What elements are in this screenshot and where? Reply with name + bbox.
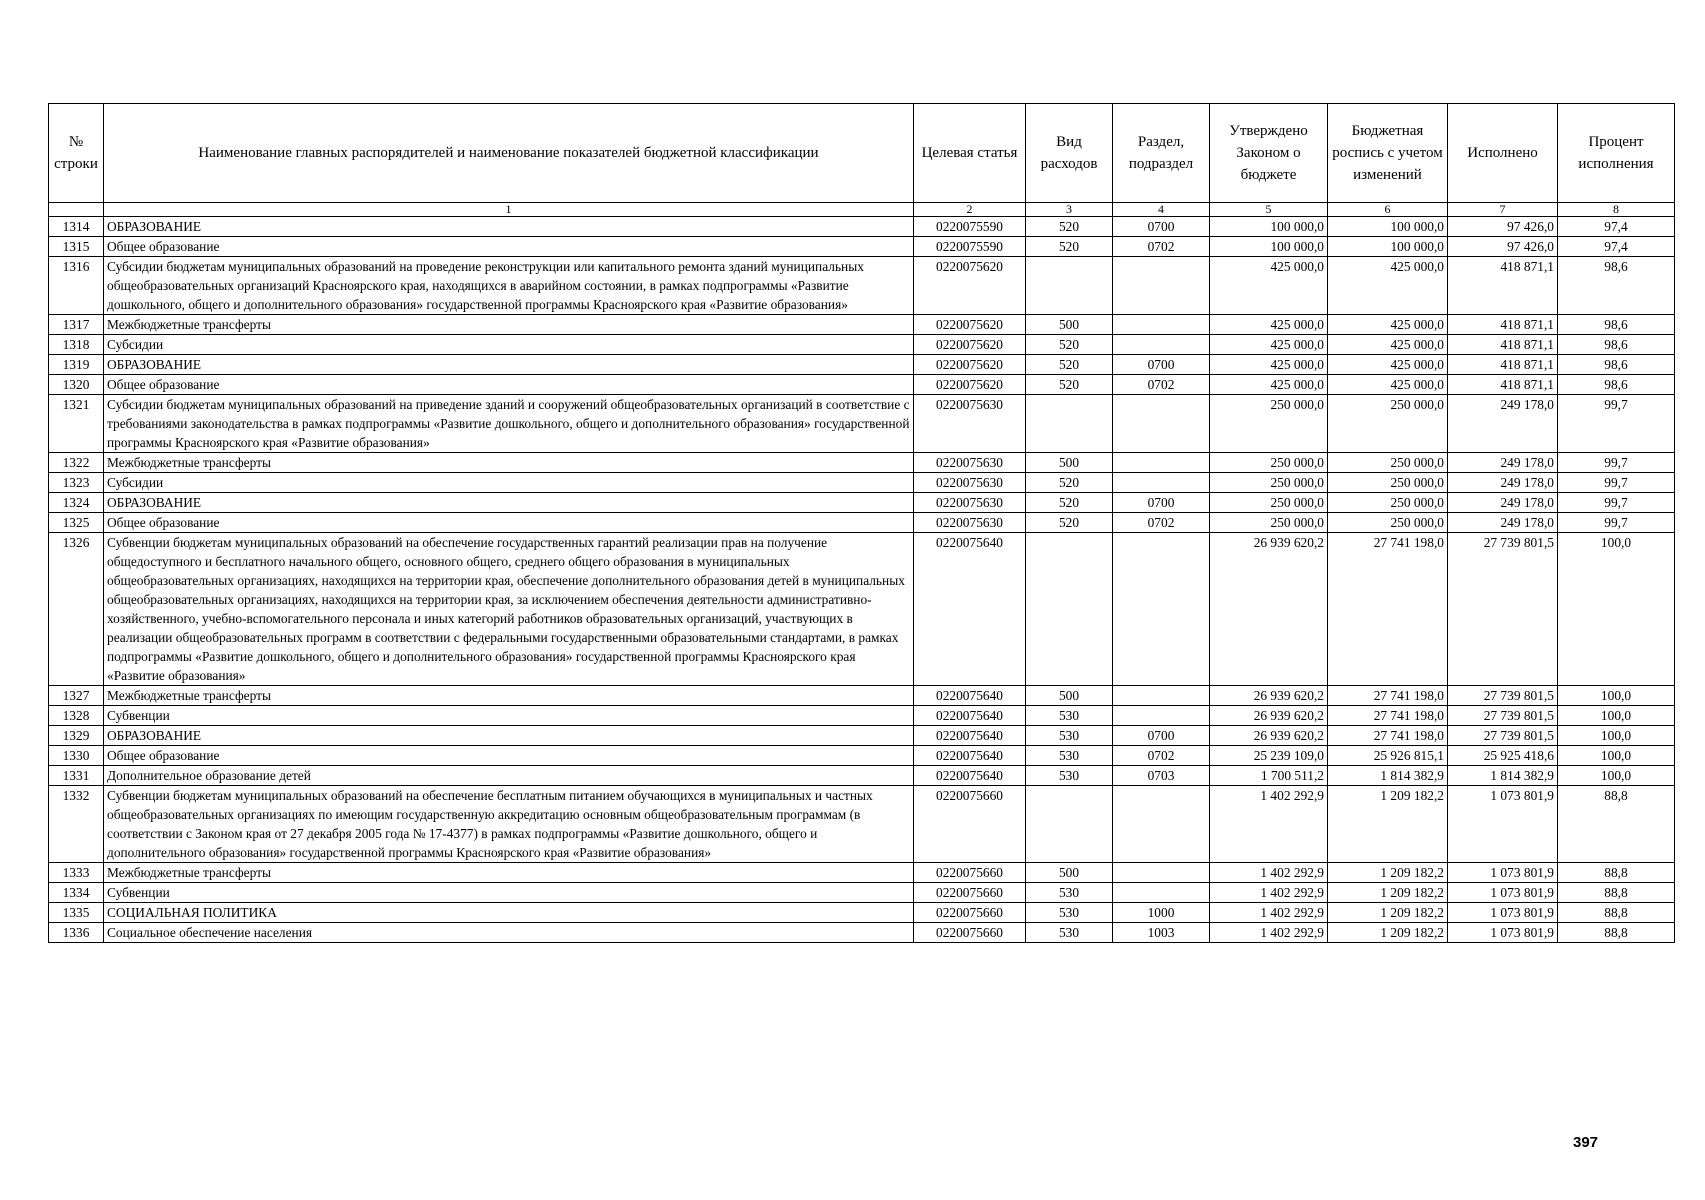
row-name-cell: Межбюджетные трансферты [104, 863, 914, 883]
column-number: 3 [1026, 203, 1113, 217]
section-cell: 0700 [1113, 355, 1210, 375]
row-name-cell: Субвенции бюджетам муниципальных образований на обеспечение бесплатным питанием обучающихся в муниципальных и частных общеобразовательных организациях по имеющим государственную аккредитацию основным общеобразовательным программам (в соответствии с Законом края от 27 декабря 2005 года № 17-4377) в рамках подпрограммы «Развитие дошкольного, общего и дополнительного образования» государственной программы Красноярского края «Развитие образования» [104, 786, 914, 863]
table-row [49, 375, 1675, 395]
expense-type-cell: 530 [1026, 903, 1113, 923]
executed-amount-cell: 418 871,1 [1448, 375, 1558, 395]
execution-percent-cell: 88,8 [1558, 863, 1675, 883]
approved-amount-cell: 1 700 511,2 [1210, 766, 1328, 786]
schedule-amount-cell: 425 000,0 [1328, 335, 1448, 355]
column-number: 6 [1328, 203, 1448, 217]
row-number-cell: 1325 [49, 513, 104, 533]
expense-type-cell [1026, 533, 1113, 686]
row-name-cell: ОБРАЗОВАНИЕ [104, 726, 914, 746]
row-number-cell: 1317 [49, 315, 104, 335]
table-row [49, 706, 1675, 726]
approved-amount-cell: 250 000,0 [1210, 473, 1328, 493]
column-number: 7 [1448, 203, 1558, 217]
expense-type-cell: 530 [1026, 883, 1113, 903]
approved-amount-cell: 26 939 620,2 [1210, 686, 1328, 706]
execution-percent-cell: 99,7 [1558, 493, 1675, 513]
schedule-amount-cell: 1 209 182,2 [1328, 903, 1448, 923]
target-article-cell: 0220075630 [914, 395, 1026, 453]
execution-percent-cell: 98,6 [1558, 355, 1675, 375]
section-cell [1113, 315, 1210, 335]
section-cell [1113, 453, 1210, 473]
schedule-amount-cell: 250 000,0 [1328, 453, 1448, 473]
row-name-cell: Субсидии бюджетам муниципальных образований на проведение реконструкции или капитального ремонта зданий муниципальных общеобразовательных организаций Красноярского края, находящихся в аварийном состоянии, в рамках подпрограммы «Развитие дошкольного, общего и дополнительного образования» государственной программы Красноярского края «Развитие образования» [104, 257, 914, 315]
table-row [49, 315, 1675, 335]
row-name-cell: ОБРАЗОВАНИЕ [104, 217, 914, 237]
row-name-cell: Субсидии [104, 335, 914, 355]
approved-amount-cell: 26 939 620,2 [1210, 533, 1328, 686]
row-name-cell: Общее образование [104, 513, 914, 533]
row-name-cell: Общее образование [104, 375, 914, 395]
execution-percent-cell: 97,4 [1558, 217, 1675, 237]
target-article-cell: 0220075620 [914, 355, 1026, 375]
section-cell [1113, 257, 1210, 315]
table-row [49, 395, 1675, 453]
row-name-cell: Межбюджетные трансферты [104, 686, 914, 706]
target-article-cell: 0220075660 [914, 903, 1026, 923]
row-name-cell: ОБРАЗОВАНИЕ [104, 355, 914, 375]
table-row [49, 257, 1675, 315]
header-approved: Утверждено Законом о бюджете [1210, 104, 1328, 203]
row-number-cell: 1322 [49, 453, 104, 473]
expense-type-cell: 520 [1026, 473, 1113, 493]
approved-amount-cell: 425 000,0 [1210, 315, 1328, 335]
approved-amount-cell: 1 402 292,9 [1210, 903, 1328, 923]
schedule-amount-cell: 27 741 198,0 [1328, 686, 1448, 706]
target-article-cell: 0220075640 [914, 726, 1026, 746]
approved-amount-cell: 250 000,0 [1210, 493, 1328, 513]
table-row [49, 786, 1675, 863]
page-number: 397 [1573, 1134, 1599, 1151]
section-cell [1113, 883, 1210, 903]
column-number: 2 [914, 203, 1026, 217]
row-name-cell: Межбюджетные трансферты [104, 453, 914, 473]
table-row [49, 473, 1675, 493]
row-number-cell: 1323 [49, 473, 104, 493]
executed-amount-cell: 418 871,1 [1448, 335, 1558, 355]
header-percent: Процент исполнения [1558, 104, 1675, 203]
executed-amount-cell: 249 178,0 [1448, 395, 1558, 453]
schedule-amount-cell: 425 000,0 [1328, 355, 1448, 375]
header-target: Целевая статья [914, 104, 1026, 203]
approved-amount-cell: 1 402 292,9 [1210, 863, 1328, 883]
schedule-amount-cell: 250 000,0 [1328, 513, 1448, 533]
table-body [49, 203, 1675, 943]
executed-amount-cell: 27 739 801,5 [1448, 533, 1558, 686]
execution-percent-cell: 99,7 [1558, 453, 1675, 473]
column-number-blank [49, 203, 104, 217]
approved-amount-cell: 26 939 620,2 [1210, 726, 1328, 746]
row-number-cell: 1318 [49, 335, 104, 355]
schedule-amount-cell: 250 000,0 [1328, 473, 1448, 493]
target-article-cell: 0220075620 [914, 335, 1026, 355]
approved-amount-cell: 25 239 109,0 [1210, 746, 1328, 766]
section-cell [1113, 706, 1210, 726]
executed-amount-cell: 1 073 801,9 [1448, 923, 1558, 943]
expense-type-cell: 520 [1026, 375, 1113, 395]
section-cell [1113, 863, 1210, 883]
execution-percent-cell: 99,7 [1558, 513, 1675, 533]
expense-type-cell: 520 [1026, 217, 1113, 237]
execution-percent-cell: 100,0 [1558, 533, 1675, 686]
approved-amount-cell: 100 000,0 [1210, 217, 1328, 237]
row-number-cell: 1324 [49, 493, 104, 513]
schedule-amount-cell: 425 000,0 [1328, 315, 1448, 335]
executed-amount-cell: 418 871,1 [1448, 257, 1558, 315]
schedule-amount-cell: 1 209 182,2 [1328, 863, 1448, 883]
schedule-amount-cell: 25 926 815,1 [1328, 746, 1448, 766]
row-name-cell: Межбюджетные трансферты [104, 315, 914, 335]
expense-type-cell: 500 [1026, 315, 1113, 335]
execution-percent-cell: 100,0 [1558, 766, 1675, 786]
target-article-cell: 0220075630 [914, 473, 1026, 493]
executed-amount-cell: 1 814 382,9 [1448, 766, 1558, 786]
section-cell: 0700 [1113, 493, 1210, 513]
row-name-cell: Субвенции [104, 706, 914, 726]
table-row [49, 726, 1675, 746]
row-number-cell: 1314 [49, 217, 104, 237]
execution-percent-cell: 88,8 [1558, 903, 1675, 923]
row-number-cell: 1319 [49, 355, 104, 375]
expense-type-cell [1026, 786, 1113, 863]
section-cell: 0702 [1113, 513, 1210, 533]
approved-amount-cell: 250 000,0 [1210, 453, 1328, 473]
header-row-no: № строки [49, 104, 104, 203]
expense-type-cell: 520 [1026, 237, 1113, 257]
section-cell: 0703 [1113, 766, 1210, 786]
executed-amount-cell: 27 739 801,5 [1448, 706, 1558, 726]
column-number: 1 [104, 203, 914, 217]
expense-type-cell [1026, 395, 1113, 453]
expense-type-cell: 530 [1026, 923, 1113, 943]
header-row [49, 104, 1675, 203]
expense-type-cell [1026, 257, 1113, 315]
row-name-cell: Субвенции бюджетам муниципальных образований на обеспечение государственных гарантий реализации прав на получение общедоступного и бесплатного начального общего, основного общего, среднего общего образования в муниципальных общеобразовательных организациях, находящихся на территории края, обеспечение дополнительного образования детей в муниципальных общеобразовательных организациях, находящихся на территории края, за исключением обеспечения деятельности административно-хозяйственного, учебно-вспомогательного персонала и иных категорий работников образовательных организаций, участвующих в реализации общеобразовательных программ в соответствии с федеральными государственными образовательными стандартами, в рамках подпрограммы «Развитие дошкольного, общего и дополнительного образования» государственной программы Красноярского края «Развитие образования» [104, 533, 914, 686]
section-cell: 1003 [1113, 923, 1210, 943]
row-number-cell: 1336 [49, 923, 104, 943]
row-name-cell: ОБРАЗОВАНИЕ [104, 493, 914, 513]
executed-amount-cell: 249 178,0 [1448, 493, 1558, 513]
schedule-amount-cell: 27 741 198,0 [1328, 726, 1448, 746]
row-number-cell: 1321 [49, 395, 104, 453]
executed-amount-cell: 25 925 418,6 [1448, 746, 1558, 766]
executed-amount-cell: 418 871,1 [1448, 355, 1558, 375]
target-article-cell: 0220075660 [914, 883, 1026, 903]
row-name-cell: Общее образование [104, 746, 914, 766]
approved-amount-cell: 250 000,0 [1210, 395, 1328, 453]
execution-percent-cell: 100,0 [1558, 686, 1675, 706]
row-name-cell: СОЦИАЛЬНАЯ ПОЛИТИКА [104, 903, 914, 923]
table-row [49, 533, 1675, 686]
expense-type-cell: 520 [1026, 335, 1113, 355]
schedule-amount-cell: 1 209 182,2 [1328, 923, 1448, 943]
executed-amount-cell: 1 073 801,9 [1448, 786, 1558, 863]
table-row [49, 217, 1675, 237]
table-row [49, 903, 1675, 923]
table-row [49, 746, 1675, 766]
row-number-cell: 1334 [49, 883, 104, 903]
execution-percent-cell: 97,4 [1558, 237, 1675, 257]
execution-percent-cell: 100,0 [1558, 746, 1675, 766]
expense-type-cell: 530 [1026, 706, 1113, 726]
table-row [49, 863, 1675, 883]
target-article-cell: 0220075620 [914, 375, 1026, 395]
target-article-cell: 0220075640 [914, 533, 1026, 686]
section-cell: 1000 [1113, 903, 1210, 923]
approved-amount-cell: 1 402 292,9 [1210, 786, 1328, 863]
expense-type-cell: 530 [1026, 766, 1113, 786]
section-cell: 0702 [1113, 375, 1210, 395]
execution-percent-cell: 98,6 [1558, 375, 1675, 395]
header-name: Наименование главных распорядителей и наименование показателей бюджетной классификации [104, 104, 914, 203]
expense-type-cell: 520 [1026, 493, 1113, 513]
table-row [49, 686, 1675, 706]
header-schedule: Бюджетная роспись с учетом изменений [1328, 104, 1448, 203]
row-name-cell: Социальное обеспечение населения [104, 923, 914, 943]
schedule-amount-cell: 1 209 182,2 [1328, 883, 1448, 903]
execution-percent-cell: 88,8 [1558, 883, 1675, 903]
row-number-cell: 1316 [49, 257, 104, 315]
expense-type-cell: 500 [1026, 863, 1113, 883]
executed-amount-cell: 249 178,0 [1448, 453, 1558, 473]
schedule-amount-cell: 1 209 182,2 [1328, 786, 1448, 863]
target-article-cell: 0220075660 [914, 863, 1026, 883]
section-cell: 0700 [1113, 217, 1210, 237]
section-cell [1113, 686, 1210, 706]
section-cell [1113, 533, 1210, 686]
executed-amount-cell: 97 426,0 [1448, 237, 1558, 257]
expense-type-cell: 530 [1026, 746, 1113, 766]
execution-percent-cell: 88,8 [1558, 786, 1675, 863]
table-row [49, 766, 1675, 786]
table-row [49, 355, 1675, 375]
expense-type-cell: 500 [1026, 686, 1113, 706]
budget-sheet [48, 103, 1675, 943]
executed-amount-cell: 418 871,1 [1448, 315, 1558, 335]
budget-table [48, 103, 1675, 943]
execution-percent-cell: 100,0 [1558, 726, 1675, 746]
header-section: Раздел, подраздел [1113, 104, 1210, 203]
expense-type-cell: 520 [1026, 355, 1113, 375]
approved-amount-cell: 1 402 292,9 [1210, 923, 1328, 943]
target-article-cell: 0220075630 [914, 493, 1026, 513]
column-number: 4 [1113, 203, 1210, 217]
row-number-cell: 1330 [49, 746, 104, 766]
header-executed: Исполнено [1448, 104, 1558, 203]
table-row [49, 513, 1675, 533]
schedule-amount-cell: 250 000,0 [1328, 493, 1448, 513]
row-name-cell: Субсидии [104, 473, 914, 493]
target-article-cell: 0220075660 [914, 923, 1026, 943]
target-article-cell: 0220075640 [914, 746, 1026, 766]
approved-amount-cell: 425 000,0 [1210, 375, 1328, 395]
target-article-cell: 0220075630 [914, 453, 1026, 473]
row-number-cell: 1329 [49, 726, 104, 746]
approved-amount-cell: 425 000,0 [1210, 257, 1328, 315]
row-name-cell: Субвенции [104, 883, 914, 903]
expense-type-cell: 520 [1026, 513, 1113, 533]
schedule-amount-cell: 27 741 198,0 [1328, 533, 1448, 686]
execution-percent-cell: 98,6 [1558, 315, 1675, 335]
schedule-amount-cell: 27 741 198,0 [1328, 706, 1448, 726]
executed-amount-cell: 27 739 801,5 [1448, 726, 1558, 746]
section-cell [1113, 473, 1210, 493]
column-number-row [49, 203, 1675, 217]
section-cell [1113, 335, 1210, 355]
target-article-cell: 0220075660 [914, 786, 1026, 863]
target-article-cell: 0220075640 [914, 686, 1026, 706]
executed-amount-cell: 1 073 801,9 [1448, 883, 1558, 903]
target-article-cell: 0220075640 [914, 766, 1026, 786]
schedule-amount-cell: 1 814 382,9 [1328, 766, 1448, 786]
target-article-cell: 0220075590 [914, 237, 1026, 257]
executed-amount-cell: 1 073 801,9 [1448, 863, 1558, 883]
executed-amount-cell: 27 739 801,5 [1448, 686, 1558, 706]
schedule-amount-cell: 100 000,0 [1328, 217, 1448, 237]
table-row [49, 883, 1675, 903]
section-cell [1113, 395, 1210, 453]
header-expense-type: Вид расходов [1026, 104, 1113, 203]
row-number-cell: 1328 [49, 706, 104, 726]
execution-percent-cell: 99,7 [1558, 473, 1675, 493]
target-article-cell: 0220075620 [914, 315, 1026, 335]
row-name-cell: Общее образование [104, 237, 914, 257]
schedule-amount-cell: 425 000,0 [1328, 375, 1448, 395]
executed-amount-cell: 249 178,0 [1448, 513, 1558, 533]
section-cell: 0702 [1113, 237, 1210, 257]
execution-percent-cell: 98,6 [1558, 335, 1675, 355]
table-row [49, 453, 1675, 473]
expense-type-cell: 500 [1026, 453, 1113, 473]
table-row [49, 237, 1675, 257]
row-number-cell: 1335 [49, 903, 104, 923]
approved-amount-cell: 250 000,0 [1210, 513, 1328, 533]
row-name-cell: Дополнительное образование детей [104, 766, 914, 786]
row-number-cell: 1331 [49, 766, 104, 786]
target-article-cell: 0220075630 [914, 513, 1026, 533]
row-number-cell: 1327 [49, 686, 104, 706]
table-row [49, 493, 1675, 513]
approved-amount-cell: 26 939 620,2 [1210, 706, 1328, 726]
executed-amount-cell: 97 426,0 [1448, 217, 1558, 237]
schedule-amount-cell: 100 000,0 [1328, 237, 1448, 257]
row-name-cell: Субсидии бюджетам муниципальных образований на приведение зданий и сооружений общеобразовательных организаций в соответствие с требованиями законодательства в рамках подпрограммы «Развитие дошкольного, общего и дополнительного образования» государственной программы Красноярского края «Развитие образования» [104, 395, 914, 453]
execution-percent-cell: 98,6 [1558, 257, 1675, 315]
section-cell: 0702 [1113, 746, 1210, 766]
target-article-cell: 0220075620 [914, 257, 1026, 315]
row-number-cell: 1326 [49, 533, 104, 686]
table-row [49, 335, 1675, 355]
expense-type-cell: 530 [1026, 726, 1113, 746]
execution-percent-cell: 88,8 [1558, 923, 1675, 943]
approved-amount-cell: 425 000,0 [1210, 335, 1328, 355]
execution-percent-cell: 100,0 [1558, 706, 1675, 726]
schedule-amount-cell: 250 000,0 [1328, 395, 1448, 453]
section-cell: 0700 [1113, 726, 1210, 746]
row-number-cell: 1333 [49, 863, 104, 883]
executed-amount-cell: 249 178,0 [1448, 473, 1558, 493]
target-article-cell: 0220075590 [914, 217, 1026, 237]
section-cell [1113, 786, 1210, 863]
approved-amount-cell: 1 402 292,9 [1210, 883, 1328, 903]
approved-amount-cell: 425 000,0 [1210, 355, 1328, 375]
schedule-amount-cell: 425 000,0 [1328, 257, 1448, 315]
column-number: 8 [1558, 203, 1675, 217]
table-row [49, 923, 1675, 943]
approved-amount-cell: 100 000,0 [1210, 237, 1328, 257]
executed-amount-cell: 1 073 801,9 [1448, 903, 1558, 923]
row-number-cell: 1315 [49, 237, 104, 257]
execution-percent-cell: 99,7 [1558, 395, 1675, 453]
column-number: 5 [1210, 203, 1328, 217]
row-number-cell: 1332 [49, 786, 104, 863]
row-number-cell: 1320 [49, 375, 104, 395]
target-article-cell: 0220075640 [914, 706, 1026, 726]
